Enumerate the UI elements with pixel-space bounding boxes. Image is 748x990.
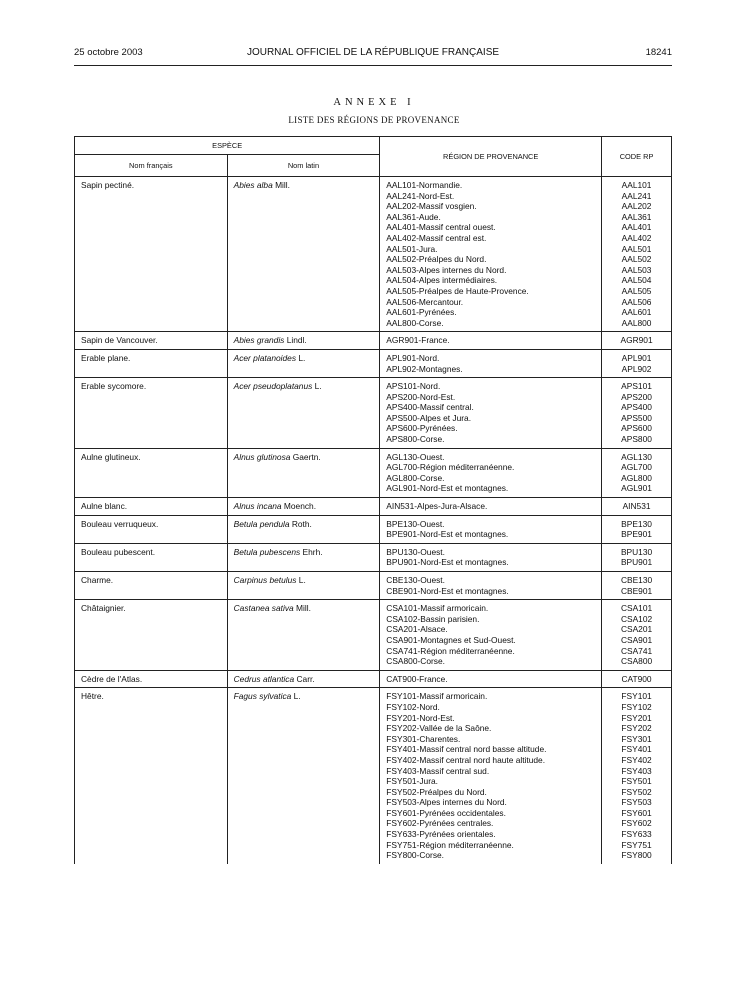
region-entry: APS600-Pyrénées. — [386, 423, 458, 434]
latin-genus: Alnus incana — [233, 501, 282, 512]
code-entry: FSY402 — [621, 754, 652, 765]
code-entry: APS600 — [621, 423, 652, 434]
region-entry: BPE901-Nord-Est et montagnes. — [386, 529, 509, 540]
nom-francais-cell: Sapin de Vancouver. — [75, 332, 228, 350]
region-entry: APS101-Nord. — [386, 381, 441, 392]
region-entry: CSA102-Bassin parisien. — [386, 613, 480, 624]
region-cell — [380, 515, 602, 543]
code-entry: APS200 — [621, 391, 652, 402]
header-espece: ESPÈCE — [75, 137, 380, 155]
region-cell — [380, 448, 602, 497]
nom-latin-cell — [227, 332, 380, 350]
latin-genus: Acer pseudoplatanus — [233, 381, 313, 392]
code-cell — [602, 332, 672, 350]
latin-author: L. — [291, 691, 301, 702]
code-entry: FSY401 — [621, 744, 652, 755]
region-entry: CSA101-Massif armoricain. — [386, 603, 489, 614]
code-entry: FSY601 — [621, 807, 652, 818]
region-cell — [380, 332, 602, 350]
region-entry: CAT900-France. — [386, 673, 448, 684]
latin-author: L. — [296, 352, 306, 363]
header-nom-latin: Nom latin — [227, 155, 380, 177]
code-entry: APS500 — [621, 412, 652, 423]
region-entry: CSA800-Corse. — [386, 656, 445, 667]
latin-author: Gaertn. — [290, 451, 321, 462]
region-entry: FSY301-Charentes. — [386, 733, 461, 744]
region-entry: APL901-Nord. — [386, 352, 440, 363]
latin-genus: Abies grandis — [233, 335, 285, 346]
region-entry: FSY503-Alpes internes du Nord. — [386, 797, 507, 808]
region-entry: AGL800-Corse. — [386, 472, 445, 483]
list-title: LISTE DES RÉGIONS DE PROVENANCE — [288, 115, 460, 125]
region-entry: AAL502-Préalpes du Nord. — [386, 254, 487, 265]
code-entry: AAL202 — [621, 201, 652, 212]
region-entry: AGL700-Région méditerranéenne. — [386, 462, 515, 473]
nom-francais-cell: Bouleau pubescent. — [75, 543, 228, 571]
code-cell — [602, 515, 672, 543]
code-entry: BPU130 — [620, 546, 653, 557]
nom-francais-cell: Erable plane. — [75, 349, 228, 377]
region-cell — [380, 670, 602, 688]
latin-genus: Abies alba — [233, 180, 273, 190]
code-entry: FSY602 — [621, 818, 652, 829]
code-entry: FSY101 — [621, 691, 652, 702]
code-entry: AAL800 — [621, 317, 652, 328]
code-entry: CSA101 — [620, 603, 653, 614]
region-entry: FSY602-Pyrénées centrales. — [386, 818, 494, 829]
region-cell — [380, 498, 602, 516]
code-entry: CSA102 — [620, 613, 653, 624]
code-entry: CSA741 — [620, 645, 653, 656]
region-entry: AAL202-Massif vosgien. — [386, 201, 477, 212]
region-entry: AAL361-Aude. — [386, 211, 441, 222]
region-entry: AGR901-France. — [386, 335, 450, 346]
region-entry: AAL241-Nord-Est. — [386, 190, 455, 201]
code-cell — [602, 378, 672, 449]
code-cell — [602, 448, 672, 497]
region-entry: AAL800-Corse. — [386, 317, 444, 328]
header-rule — [74, 65, 672, 66]
nom-francais-cell: Aulne glutineux. — [75, 448, 228, 497]
region-cell — [380, 600, 602, 671]
region-entry: CBE130-Ouest. — [386, 575, 445, 585]
code-entry: CSA800 — [620, 656, 653, 667]
latin-genus: Fagus sylvatica — [233, 691, 292, 702]
code-entry: AAL601 — [621, 307, 652, 318]
nom-francais-cell: Bouleau verruqueux. — [75, 515, 228, 543]
latin-genus: Alnus glutinosa — [233, 451, 291, 462]
code-entry: AAL506 — [621, 296, 652, 307]
latin-author: L. — [296, 575, 306, 585]
code-entry: CSA201 — [620, 624, 653, 635]
code-entry: AAL504 — [621, 275, 652, 286]
region-entry: FSY101-Massif armoricain. — [386, 691, 488, 702]
code-cell — [602, 688, 672, 864]
code-entry: FSY301 — [621, 733, 652, 744]
header-date: 25 octobre 2003 — [74, 47, 143, 58]
code-entry: AGL800 — [621, 472, 652, 483]
latin-genus: Cedrus atlantica — [233, 673, 295, 684]
table-row — [75, 543, 672, 571]
latin-author: Moench. — [281, 501, 317, 512]
latin-author: Lindl. — [284, 335, 307, 346]
code-entry: BPE901 — [621, 529, 652, 540]
region-entry: FSY202-Vallée de la Saône. — [386, 723, 492, 734]
code-entry: APL901 — [621, 352, 652, 363]
table-row — [75, 600, 672, 671]
code-entry: AAL402 — [621, 232, 652, 243]
code-entry: AAL502 — [621, 254, 652, 265]
code-entry: FSY201 — [621, 712, 652, 723]
nom-francais-cell: Charme. — [75, 572, 228, 600]
table-row — [75, 515, 672, 543]
code-entry: AIN531 — [622, 501, 651, 512]
header-region: RÉGION DE PROVENANCE — [380, 137, 602, 177]
nom-latin-cell — [227, 378, 380, 449]
region-entry: AAL503-Alpes internes du Nord. — [386, 264, 507, 275]
code-entry: CAT900 — [621, 673, 652, 684]
table-row — [75, 688, 672, 864]
region-cell — [380, 177, 602, 332]
code-entry: FSY800 — [621, 850, 652, 861]
code-entry: FSY202 — [621, 723, 652, 734]
table-body — [75, 177, 672, 864]
code-entry: FSY751 — [621, 839, 652, 850]
code-entry: AGR901 — [620, 335, 653, 346]
code-entry: APS101 — [621, 381, 652, 392]
code-entry: FSY403 — [621, 765, 652, 776]
code-entry: AGL130 — [621, 451, 652, 462]
region-entry: AAL101-Normandie. — [386, 180, 463, 190]
nom-francais-cell: Erable sycomore. — [75, 378, 228, 449]
nom-latin-cell — [227, 600, 380, 671]
code-cell — [602, 600, 672, 671]
code-entry: AGL901 — [621, 483, 652, 494]
latin-genus: Acer platanoides — [233, 352, 297, 363]
latin-author: Mill. — [272, 180, 290, 190]
region-entry: FSY402-Massif central nord haute altitude. — [386, 754, 546, 765]
nom-latin-cell — [227, 349, 380, 377]
region-entry: AAL505-Préalpes de Haute-Provence. — [386, 285, 529, 296]
code-entry: FSY503 — [621, 797, 652, 808]
code-entry: APS400 — [621, 402, 652, 413]
region-entry: AIN531-Alpes-Jura-Alsace. — [386, 501, 488, 512]
table-row — [75, 378, 672, 449]
latin-author: Ehrh. — [300, 546, 323, 557]
region-entry: BPU130-Ouest. — [386, 546, 445, 557]
latin-genus: Castanea sativa — [233, 603, 294, 614]
code-entry: APS800 — [621, 434, 652, 445]
region-entry: BPE130-Ouest. — [386, 518, 445, 529]
code-entry: FSY502 — [621, 786, 652, 797]
code-entry: AGL700 — [621, 462, 652, 473]
code-entry: CBE130 — [620, 575, 653, 585]
table-row — [75, 572, 672, 600]
region-entry: AAL401-Massif central ouest. — [386, 222, 496, 233]
nom-francais-cell: Cèdre de l'Atlas. — [75, 670, 228, 688]
code-cell — [602, 670, 672, 688]
nom-latin-cell — [227, 670, 380, 688]
latin-genus: Betula pendula — [233, 518, 290, 529]
region-entry: CSA201-Alsace. — [386, 624, 448, 635]
region-entry: CBE901-Nord-Est et montagnes. — [386, 585, 509, 596]
region-entry: FSY102-Nord. — [386, 701, 440, 712]
header-code: CODE RP — [602, 137, 672, 177]
code-cell — [602, 177, 672, 332]
code-entry: AAL101 — [621, 180, 652, 190]
nom-francais-cell: Châtaignier. — [75, 600, 228, 671]
header-nom-francais: Nom français — [75, 155, 228, 177]
code-entry: BPE130 — [621, 518, 652, 529]
region-entry: AGL901-Nord-Est et montagnes. — [386, 483, 509, 494]
region-entry: CSA741-Région méditerranéenne. — [386, 645, 515, 656]
region-entry: AGL130-Ouest. — [386, 451, 445, 462]
code-cell — [602, 498, 672, 516]
code-cell — [602, 349, 672, 377]
table-row — [75, 349, 672, 377]
region-entry: APS400-Massif central. — [386, 402, 474, 413]
region-cell — [380, 349, 602, 377]
code-entry: FSY633 — [621, 829, 652, 840]
region-entry: APS500-Alpes et Jura. — [386, 412, 472, 423]
nom-francais-cell: Aulne blanc. — [75, 498, 228, 516]
code-entry: FSY501 — [621, 776, 652, 787]
nom-latin-cell — [227, 572, 380, 600]
nom-latin-cell — [227, 177, 380, 332]
region-entry: CSA901-Montagnes et Sud-Ouest. — [386, 634, 516, 645]
code-entry: AAL501 — [621, 243, 652, 254]
nom-latin-cell — [227, 448, 380, 497]
region-entry: FSY502-Préalpes du Nord. — [386, 786, 487, 797]
table-row — [75, 332, 672, 350]
header-page-number: 18241 — [645, 47, 672, 58]
code-entry: AAL401 — [621, 222, 652, 233]
code-entry: AAL361 — [621, 211, 652, 222]
table-row — [75, 177, 672, 332]
region-entry: AAL506-Mercantour. — [386, 296, 464, 307]
code-entry: AAL503 — [621, 264, 652, 275]
region-entry: AAL402-Massif central est. — [386, 232, 487, 243]
region-entry: AAL504-Alpes intermédiaires. — [386, 275, 498, 286]
latin-author: Roth. — [289, 518, 312, 529]
region-entry: FSY501-Jura. — [386, 776, 438, 787]
latin-author: Mill. — [293, 603, 311, 614]
region-entry: FSY201-Nord-Est. — [386, 712, 455, 723]
code-entry: APL902 — [621, 363, 652, 374]
code-entry: CSA901 — [620, 634, 653, 645]
region-cell — [380, 572, 602, 600]
code-entry: AAL505 — [621, 285, 652, 296]
code-entry: CBE901 — [620, 585, 653, 596]
latin-genus: Carpinus betulus — [233, 575, 297, 585]
nom-latin-cell — [227, 515, 380, 543]
nom-latin-cell — [227, 543, 380, 571]
region-entry: FSY633-Pyrénées orientales. — [386, 829, 496, 840]
nom-latin-cell — [227, 688, 380, 864]
code-entry: BPU901 — [620, 557, 653, 568]
code-entry: AAL241 — [621, 190, 652, 201]
region-entry: BPU901-Nord-Est et montagnes. — [386, 557, 509, 568]
region-cell — [380, 378, 602, 449]
region-entry: AAL501-Jura. — [386, 243, 438, 254]
provenance-table — [74, 136, 672, 864]
latin-author: L. — [312, 381, 322, 392]
region-entry: FSY751-Région méditerranéenne. — [386, 839, 514, 850]
nom-francais-cell: Sapin pectiné. — [75, 177, 228, 332]
annexe-title: ANNEXE I — [333, 97, 415, 108]
table-row — [75, 498, 672, 516]
code-entry: FSY102 — [621, 701, 652, 712]
region-entry: FSY601-Pyrénées occidentales. — [386, 807, 506, 818]
region-cell — [380, 688, 602, 864]
region-entry: APS200-Nord-Est. — [386, 391, 456, 402]
region-entry: APL902-Montagnes. — [386, 363, 463, 374]
region-entry: FSY401-Massif central nord basse altitude. — [386, 744, 547, 755]
table-row — [75, 448, 672, 497]
region-entry: FSY403-Massif central sud. — [386, 765, 490, 776]
page-header — [74, 47, 672, 63]
code-cell — [602, 572, 672, 600]
region-entry: FSY800-Corse. — [386, 850, 445, 861]
nom-latin-cell — [227, 498, 380, 516]
code-cell — [602, 543, 672, 571]
region-entry: APS800-Corse. — [386, 434, 445, 445]
nom-francais-cell: Hêtre. — [75, 688, 228, 864]
region-cell — [380, 543, 602, 571]
region-entry: AAL601-Pyrénées. — [386, 307, 457, 318]
table-row — [75, 670, 672, 688]
latin-author: Carr. — [294, 673, 315, 684]
header-journal-title: JOURNAL OFFICIEL DE LA RÉPUBLIQUE FRANÇAISE — [246, 47, 500, 58]
latin-genus: Betula pubescens — [233, 546, 301, 557]
